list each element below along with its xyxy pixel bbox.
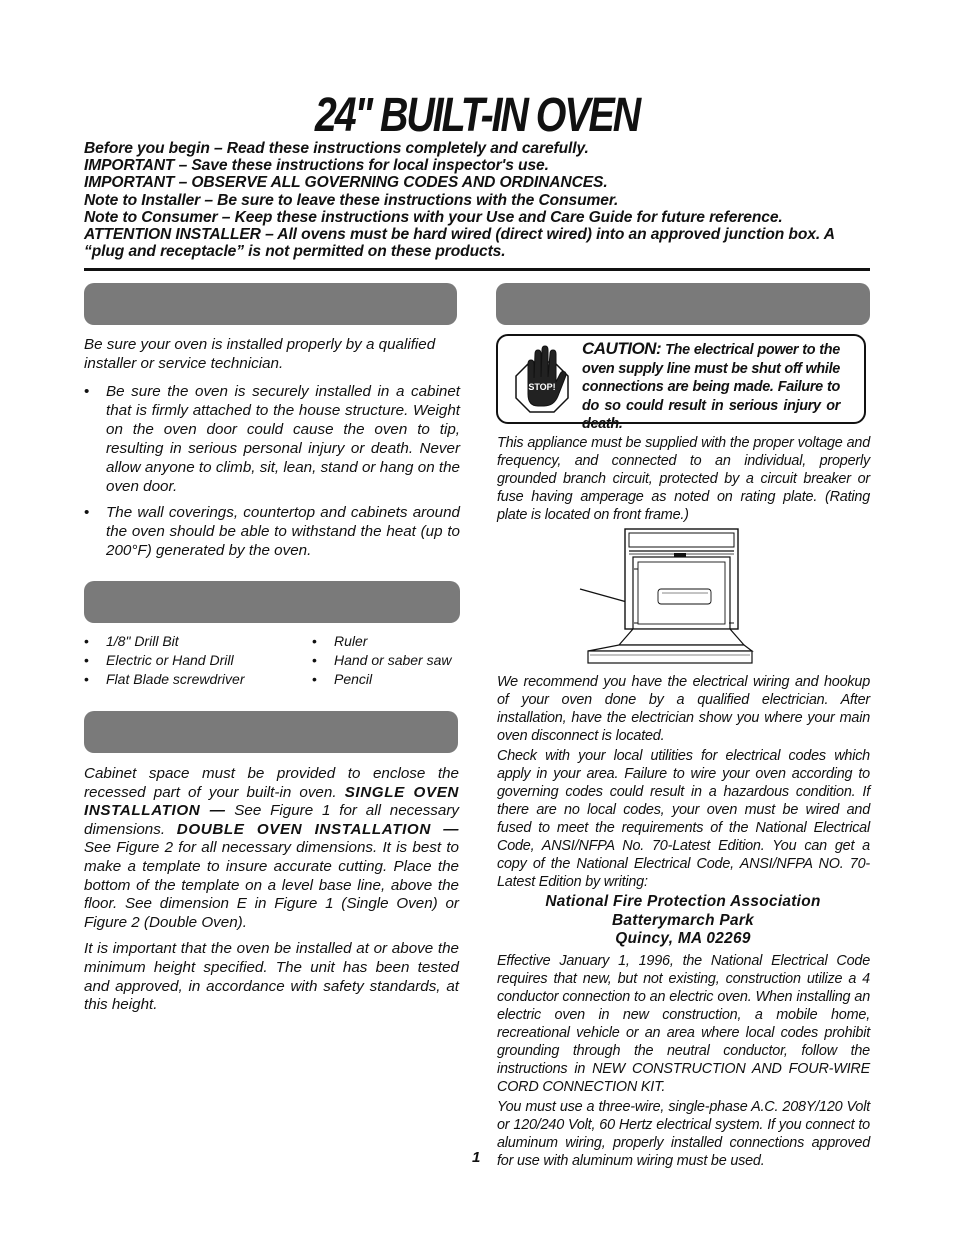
nfpa-address [496, 893, 870, 949]
double-oven-heading: DOUBLE OVEN INSTALLATION — [176, 820, 459, 838]
address-line: Quincy, MA 02269 [615, 930, 751, 947]
list-item: • Pencil [312, 670, 464, 689]
intro-line: Before you begin – Read these instructions completely and carefully. [84, 140, 589, 157]
page-title: 24" BUILT-IN OVEN [314, 89, 640, 142]
text-run: Cabinet space must be provided to enclose the recessed part of your built-in oven. [84, 765, 459, 801]
list-item: • Electric or Hand Drill [84, 651, 312, 670]
section-banner-electrical [496, 283, 870, 325]
intro-notes [84, 140, 874, 260]
cabinet-section [84, 765, 459, 1022]
codes-paragraph: Check with your local utilities for electrical codes which apply in your area. Failure to wire your oven according to governing codes could result in a hazardous condition. If there are no local codes, your oven must be wired and fused to meet the requirements of the National Electrical Code, ANSI/NFPA No. 70-Latest Edition. You can get a copy of the National Electrical Code, ANSI/NFPA NO. 70-Latest Edition by writing: [497, 748, 870, 890]
electrical-details [497, 673, 870, 893]
list-item: • Hand or saber saw [312, 651, 464, 670]
address-line: Batterymarch Park [612, 911, 754, 929]
safety-section [84, 335, 460, 567]
address-line: National Fire Protection Association [545, 893, 821, 910]
intro-line: IMPORTANT – Save these instructions for local inspector's use. [84, 157, 549, 175]
section-banner-cabinet [84, 711, 458, 753]
text-run: See Figure 2 for all necessary dimensions. It is best to make a template to insure accurate cutting. Place the bottom of the template on a level base line, above the floor. See dimension E in Figure 1 (Single Oven) or Figure 2 (Double Oven). [84, 839, 459, 931]
nec-paragraph: Effective January 1, 1996, the National Electrical Code requires that new, but not existing, construction utilize a 4 conductor connection to an electric oven. When installing an electric oven in new construction, a mobile home, recreational vehicle or an area where local codes prohibit grounding through the neutral conductor, follow the instructions in NEW CONSTRUCTION AND FOUR-WIRE CORD CONNECTION KIT. [497, 953, 870, 1095]
cabinet-height-paragraph: It is important that the oven be installed at or above the minimum height specified. The unit has been tested and approved, in accordance with safety standards, at this height. [84, 940, 459, 1014]
list-item: • Ruler [312, 632, 464, 651]
single-oven-heading: SINGLE OVEN INSTALLATION — [84, 783, 459, 820]
tools-list [84, 632, 464, 689]
caution-label: CAUTION: [582, 339, 662, 358]
list-item: • 1/8" Drill Bit [84, 632, 312, 651]
electrician-paragraph: We recommend you have the electrical wiring and hookup of your oven done by a qualified electrician. After installation, have the electrician show you where your main oven disconnect is located. [497, 674, 870, 744]
list-item: • Flat Blade screwdriver [84, 670, 312, 689]
caution-text [582, 340, 840, 434]
intro-line: Note to Installer – Be sure to leave these instructions with the Consumer. [84, 191, 619, 209]
wiring-requirements [497, 952, 870, 1172]
section-banner-safety [84, 283, 457, 325]
electrical-paragraph: This appliance must be supplied with the proper voltage and frequency, and connected to an individual, properly grounded branch circuit, protected by a circuit breaker or fuse having amperage as noted on rating plate. (Rating plate is located on front frame.) [497, 435, 870, 523]
stop-hand-icon [510, 344, 574, 416]
list-item: • The wall coverings, countertop and cabinets around the oven should be able to withstand the heat (up to 200°F) generated by the oven. [84, 503, 460, 560]
page-number: 1 [472, 1149, 481, 1166]
stop-label: STOP! [528, 382, 556, 392]
list-item: • Be sure the oven is securely installed in a cabinet that is firmly attached to the house structure. Weight on the oven door could cause the oven to tip, resulting in serious personal injury or death. Never allow anyone to climb, sit, lean, stand or hang on the oven door. [84, 382, 460, 496]
header-divider [84, 268, 870, 271]
cabinet-paragraph [84, 765, 459, 932]
oven-illustration [578, 527, 758, 667]
text-run: See Figure 1 for all necessary dimensions. [84, 802, 459, 838]
intro-line: IMPORTANT – OBSERVE ALL GOVERNING CODES AND ORDINANCES. [84, 174, 608, 192]
intro-line: Note to Consumer – Keep these instructions with your Use and Care Guide for future reference. [84, 208, 783, 226]
caution-body: The electrical power to the oven supply line must be shut off while connections are being made. Failure to do so could result in serious injury or death. [582, 342, 840, 432]
safety-intro: Be sure your oven is installed properly by a qualified installer or service technician. [84, 336, 436, 372]
section-banner-tools [84, 581, 460, 623]
voltage-paragraph: You must use a three-wire, single-phase A.C. 208Y/120 Volt or 120/240 Volt, 60 Hertz electrical system. If you connect to aluminum wiring, properly installed connections approved for use with aluminum wiring must be used. [497, 1099, 870, 1169]
electrical-intro [497, 434, 870, 526]
intro-line: ATTENTION INSTALLER – All ovens must be hard wired (direct wired) into an approved junction box. A “plug and receptacle” is not permitted on these products. [84, 226, 835, 261]
